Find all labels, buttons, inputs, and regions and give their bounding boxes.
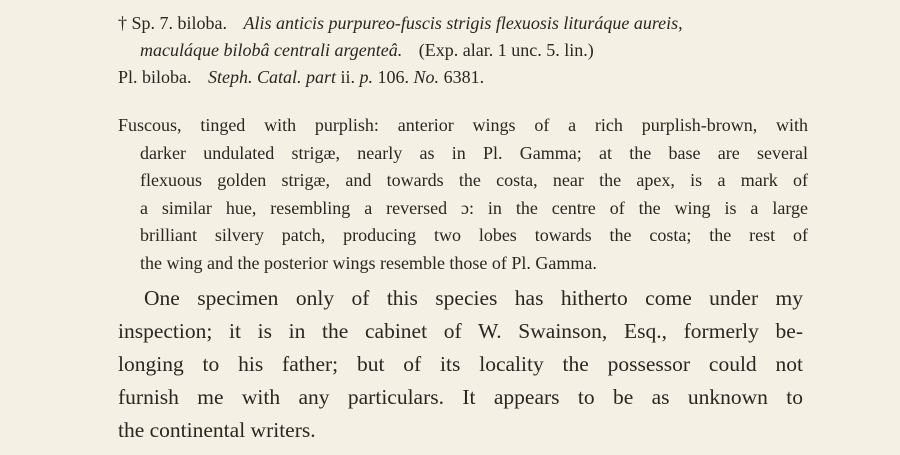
description-line: flexuous golden strigæ, and towards the costa, near the apex, is a mark of [140,170,808,190]
remark-line: furnish me with any particulars. It appears to be as unknown to [118,385,803,409]
synonym-reference-2: ii. [340,67,356,87]
latin-diagnosis-line-2: maculáque bilobâ centrali argenteâ. [140,40,403,60]
species-description [118,112,808,277]
synonym-reference-6: 6381. [443,67,485,87]
dagger-mark: † [118,13,127,33]
species-name: biloba. [177,13,228,33]
wing-expanse: (Exp. alar. 1 unc. 5. lin.) [418,40,594,60]
remark-line: One specimen only of this species has hitherto come under my [144,286,803,310]
specimen-remark [118,282,803,447]
species-heading-line-2 [118,37,818,64]
synonym-name: Pl. biloba. [118,67,192,87]
synonym-reference-4: 106. [377,67,410,87]
synonym-reference-5: No. [413,67,440,87]
species-entry-header [118,10,818,91]
latin-diagnosis-line-1: Alis anticis purpureo-fuscis strigis flexuosis lituráque aureis, [243,13,683,33]
synonym-reference-1: Steph. Catal. part [208,67,337,87]
description-line: darker undulated strigæ, nearly as in Pl. Gamma; at the base are several [140,142,808,163]
description-line: brilliant silvery patch, producing two lobes towards the costa; the rest of [140,225,808,245]
remark-line: the continental writers. [118,418,316,442]
remark-line: inspection; it is in the cabinet of W. Swainson, Esq., formerly be- [118,319,803,343]
species-number: Sp. 7. [131,13,174,33]
species-heading-line-1 [118,10,818,37]
synonym-line [118,64,818,91]
description-line: a similar hue, resembling a reversed ɔ: in the centre of the wing is a large [140,197,808,218]
description-line: Fuscous, tinged with purplish: anterior wings of a rich purplish-brown, with [118,115,808,135]
synonym-reference-3: p. [359,67,374,87]
remark-line: longing to his father; but of its locality the possessor could not [118,352,803,376]
description-line: the wing and the posterior wings resemble those of Pl. Gamma. [140,252,597,273]
